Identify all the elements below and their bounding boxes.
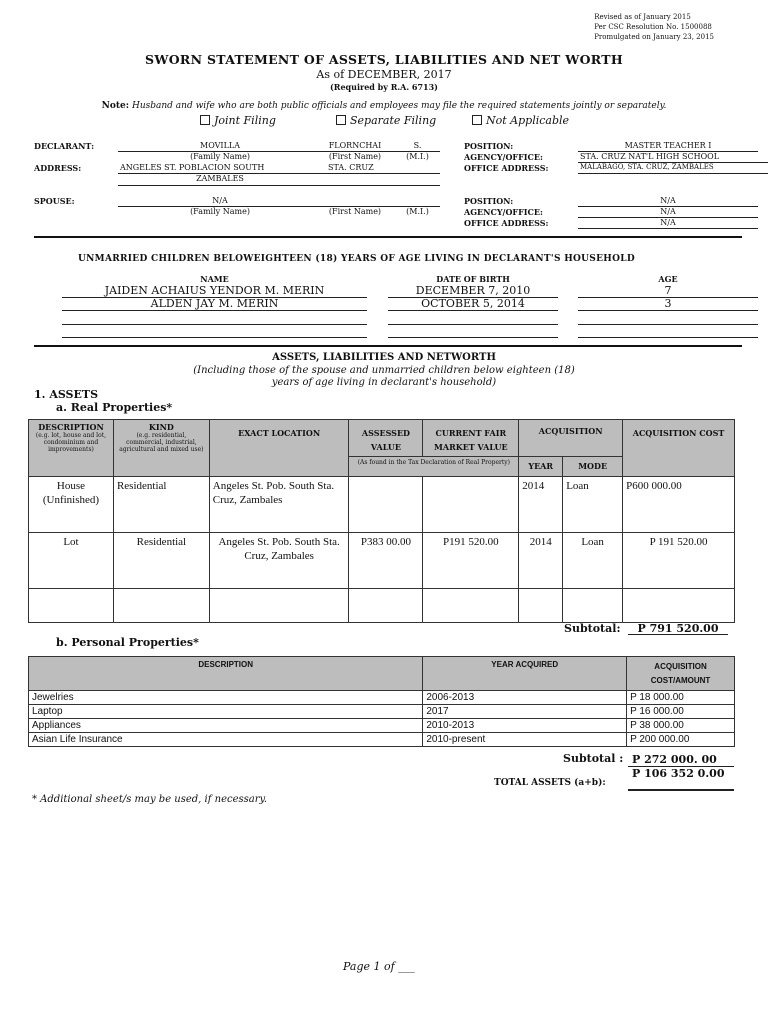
table-row — [29, 589, 735, 623]
child-dob: DECEMBER 7, 2010 — [415, 284, 531, 297]
office-address-label: OFFICE ADDRESS: — [464, 163, 549, 173]
pp-description: Asian Life Insurance — [29, 733, 423, 747]
table-row — [29, 533, 735, 589]
pp-year: 2017 — [423, 705, 627, 719]
note-text: Husband and wife who are both public officials and employees may file the required statements jointly or separately. — [131, 101, 667, 111]
as-of-date: As of DECEMBER, 2017 — [316, 68, 452, 81]
pp-cost: P 18 000.00 — [627, 691, 735, 705]
header-description: DESCRIPTION (e.g. lot, house and lot, condominium and improvements) — [29, 420, 114, 477]
table-row — [29, 705, 735, 719]
real-description: Lot — [29, 533, 114, 589]
real-year: 2014 — [519, 477, 563, 533]
page-number: Page 1 of ___ — [343, 960, 415, 973]
child-age: 7 — [664, 284, 672, 297]
header-acquisition: ACQUISITION — [519, 420, 623, 457]
pp-description: Jewelries — [29, 691, 423, 705]
address-city: STA. CRUZ — [328, 163, 374, 172]
family-name-caption: (Family Name) — [190, 152, 250, 161]
header-location: EXACT LOCATION — [209, 420, 349, 477]
real-kind: Residential — [113, 533, 209, 589]
alnw-title: ASSETS, LIABILITIES AND NETWORTH — [272, 352, 496, 363]
personal-subtotal-label: Subtotal : — [563, 752, 624, 765]
spouse-label: SPOUSE: — [34, 196, 75, 206]
pp-cost: P 16 000.00 — [627, 705, 735, 719]
agency-value: STA. CRUZ NAT'L HIGH SCHOOL — [580, 152, 720, 161]
spouse-first-caption: (First Name) — [328, 207, 382, 216]
total-assets-label: TOTAL ASSETS (a+b): — [494, 778, 606, 788]
mi-caption: (M.I.) — [406, 152, 429, 161]
children-col-dob: DATE OF BIRTH — [436, 274, 510, 284]
separate-filing-option[interactable]: Separate Filing — [336, 114, 436, 127]
checkbox-icon[interactable] — [472, 115, 482, 125]
note-label: Note: — [101, 101, 130, 111]
table-row — [29, 719, 735, 733]
real-fair: P191 520.00 — [423, 533, 519, 589]
spouse-office-value: N/A — [660, 218, 676, 227]
pp-cost: P 200 000.00 — [627, 733, 735, 747]
promulgated-text: Promulgated on January 23, 2015 — [594, 33, 714, 41]
real-assessed — [349, 477, 423, 533]
pp-year: 2006-2013 — [423, 691, 627, 705]
spouse-agency-label: AGENCY/OFFICE: — [464, 207, 543, 217]
real-properties-table — [28, 419, 735, 623]
real-cost: P600 000.00 — [623, 477, 735, 533]
pp-cost: P 38 000.00 — [627, 719, 735, 733]
header-acquisition-cost: ACQUISITION COST — [623, 420, 735, 477]
declarant-mi: S. — [413, 141, 422, 150]
real-fair — [423, 477, 519, 533]
header-mode: MODE — [563, 457, 623, 477]
table-row — [29, 691, 735, 705]
section-divider — [34, 345, 742, 347]
table-row — [29, 477, 735, 533]
spouse-position-value: N/A — [660, 196, 676, 205]
pp-year: 2010-present — [423, 733, 627, 747]
header-pp-year: YEAR ACQUIRED — [423, 657, 627, 691]
spouse-agency-value: N/A — [660, 207, 676, 216]
office-address-value: MALABAGO, STA. CRUZ, ZAMBALES — [580, 163, 714, 171]
joint-filing-option[interactable]: Joint Filing — [200, 114, 276, 127]
required-by: (Required by R.A. 6713) — [330, 82, 438, 92]
real-properties-heading: a. Real Properties* — [56, 401, 173, 414]
pp-year: 2010-2013 — [423, 719, 627, 733]
real-cost: P 191 520.00 — [623, 533, 735, 589]
header-year: YEAR — [519, 457, 563, 477]
spouse-position-label: POSITION: — [464, 196, 514, 206]
real-mode: Loan — [563, 477, 623, 533]
agency-label: AGENCY/OFFICE: — [464, 152, 543, 162]
header-pp-cost: ACQUISITION COST/AMOUNT — [627, 657, 735, 691]
section-divider — [34, 236, 742, 238]
pp-description: Appliances — [29, 719, 423, 733]
spouse-family-name: N/A — [212, 196, 228, 205]
children-title: UNMARRIED CHILDREN BELOWEIGHTEEN (18) YEARS OF AGE LIVING IN DECLARANT'S HOUSEHOLD — [78, 254, 635, 264]
children-col-age: AGE — [658, 274, 678, 284]
real-mode: Loan — [563, 533, 623, 589]
alnw-subtitle-2: years of age living in declarant's household) — [271, 377, 497, 388]
child-name: ALDEN JAY M. MERIN — [150, 297, 279, 310]
spouse-office-label: OFFICE ADDRESS: — [464, 218, 549, 228]
real-location: Angeles St. Pob. South Sta. Cruz, Zambales — [209, 533, 349, 589]
footnote: * Additional sheet/s may be used, if necessary. — [32, 794, 268, 805]
personal-subtotal-value: P 272 000. 00 — [632, 753, 717, 766]
personal-properties-table — [28, 656, 735, 747]
declarant-label: DECLARANT: — [34, 141, 95, 151]
child-name: JAIDEN ACHAIUS YENDOR M. MERIN — [104, 284, 325, 297]
checkbox-icon[interactable] — [200, 115, 210, 125]
header-kind: KIND (e.g. residential, commercial, industrial, agricultural and mixed use) — [113, 420, 209, 477]
address-line1: ANGELES ST. POBLACION SOUTH — [120, 163, 265, 172]
position-value: MASTER TEACHER I — [624, 141, 712, 150]
real-kind: Residential — [113, 477, 209, 533]
pp-description: Laptop — [29, 705, 423, 719]
position-label: POSITION: — [464, 141, 514, 151]
header-pp-description: DESCRIPTION — [29, 657, 423, 691]
header-fair-market: CURRENT FAIR MARKET VALUE — [423, 420, 519, 457]
real-location: Angeles St. Pob. South Sta. Cruz, Zambales — [209, 477, 349, 533]
address-label: ADDRESS: — [34, 163, 82, 173]
declarant-first-name: FLORNCHAI — [328, 141, 382, 150]
checkbox-icon[interactable] — [336, 115, 346, 125]
children-col-name: NAME — [200, 274, 229, 284]
revised-text: Revised as of January 2015 — [594, 13, 691, 21]
address-line2: ZAMBALES — [196, 174, 244, 183]
real-description: House (Unfinished) — [29, 477, 114, 533]
note — [0, 101, 768, 111]
assets-heading: 1. ASSETS — [34, 388, 99, 401]
real-assessed: P383 00.00 — [349, 533, 423, 589]
first-name-caption: (First Name) — [328, 152, 382, 161]
real-year: 2014 — [519, 533, 563, 589]
alnw-subtitle-1: (Including those of the spouse and unmarried children below eighteen (18) — [193, 365, 575, 376]
declarant-family-name: MOVILLA — [200, 141, 240, 150]
header-fair-note: (As found in the Tax Declaration of Real Property) — [349, 457, 519, 477]
resolution-text: Per CSC Resolution No. 1500088 — [594, 23, 712, 31]
real-subtotal-value: P 791 520.00 — [637, 622, 719, 635]
spouse-family-caption: (Family Name) — [190, 207, 250, 216]
not-applicable-option[interactable]: Not Applicable — [472, 114, 569, 127]
revision-info — [594, 12, 714, 42]
table-row — [29, 733, 735, 747]
header-assessed: ASSESSED VALUE — [349, 420, 423, 457]
form-title: SWORN STATEMENT OF ASSETS, LIABILITIES AND NET WORTH — [145, 52, 623, 67]
real-subtotal-label: Subtotal: — [564, 622, 621, 635]
spouse-mi-caption: (M.I.) — [406, 207, 429, 216]
child-dob: OCTOBER 5, 2014 — [421, 297, 525, 310]
combined-amount: P 106 352 0.00 — [632, 767, 725, 780]
child-age: 3 — [664, 297, 672, 310]
personal-properties-heading: b. Personal Properties* — [56, 636, 199, 649]
